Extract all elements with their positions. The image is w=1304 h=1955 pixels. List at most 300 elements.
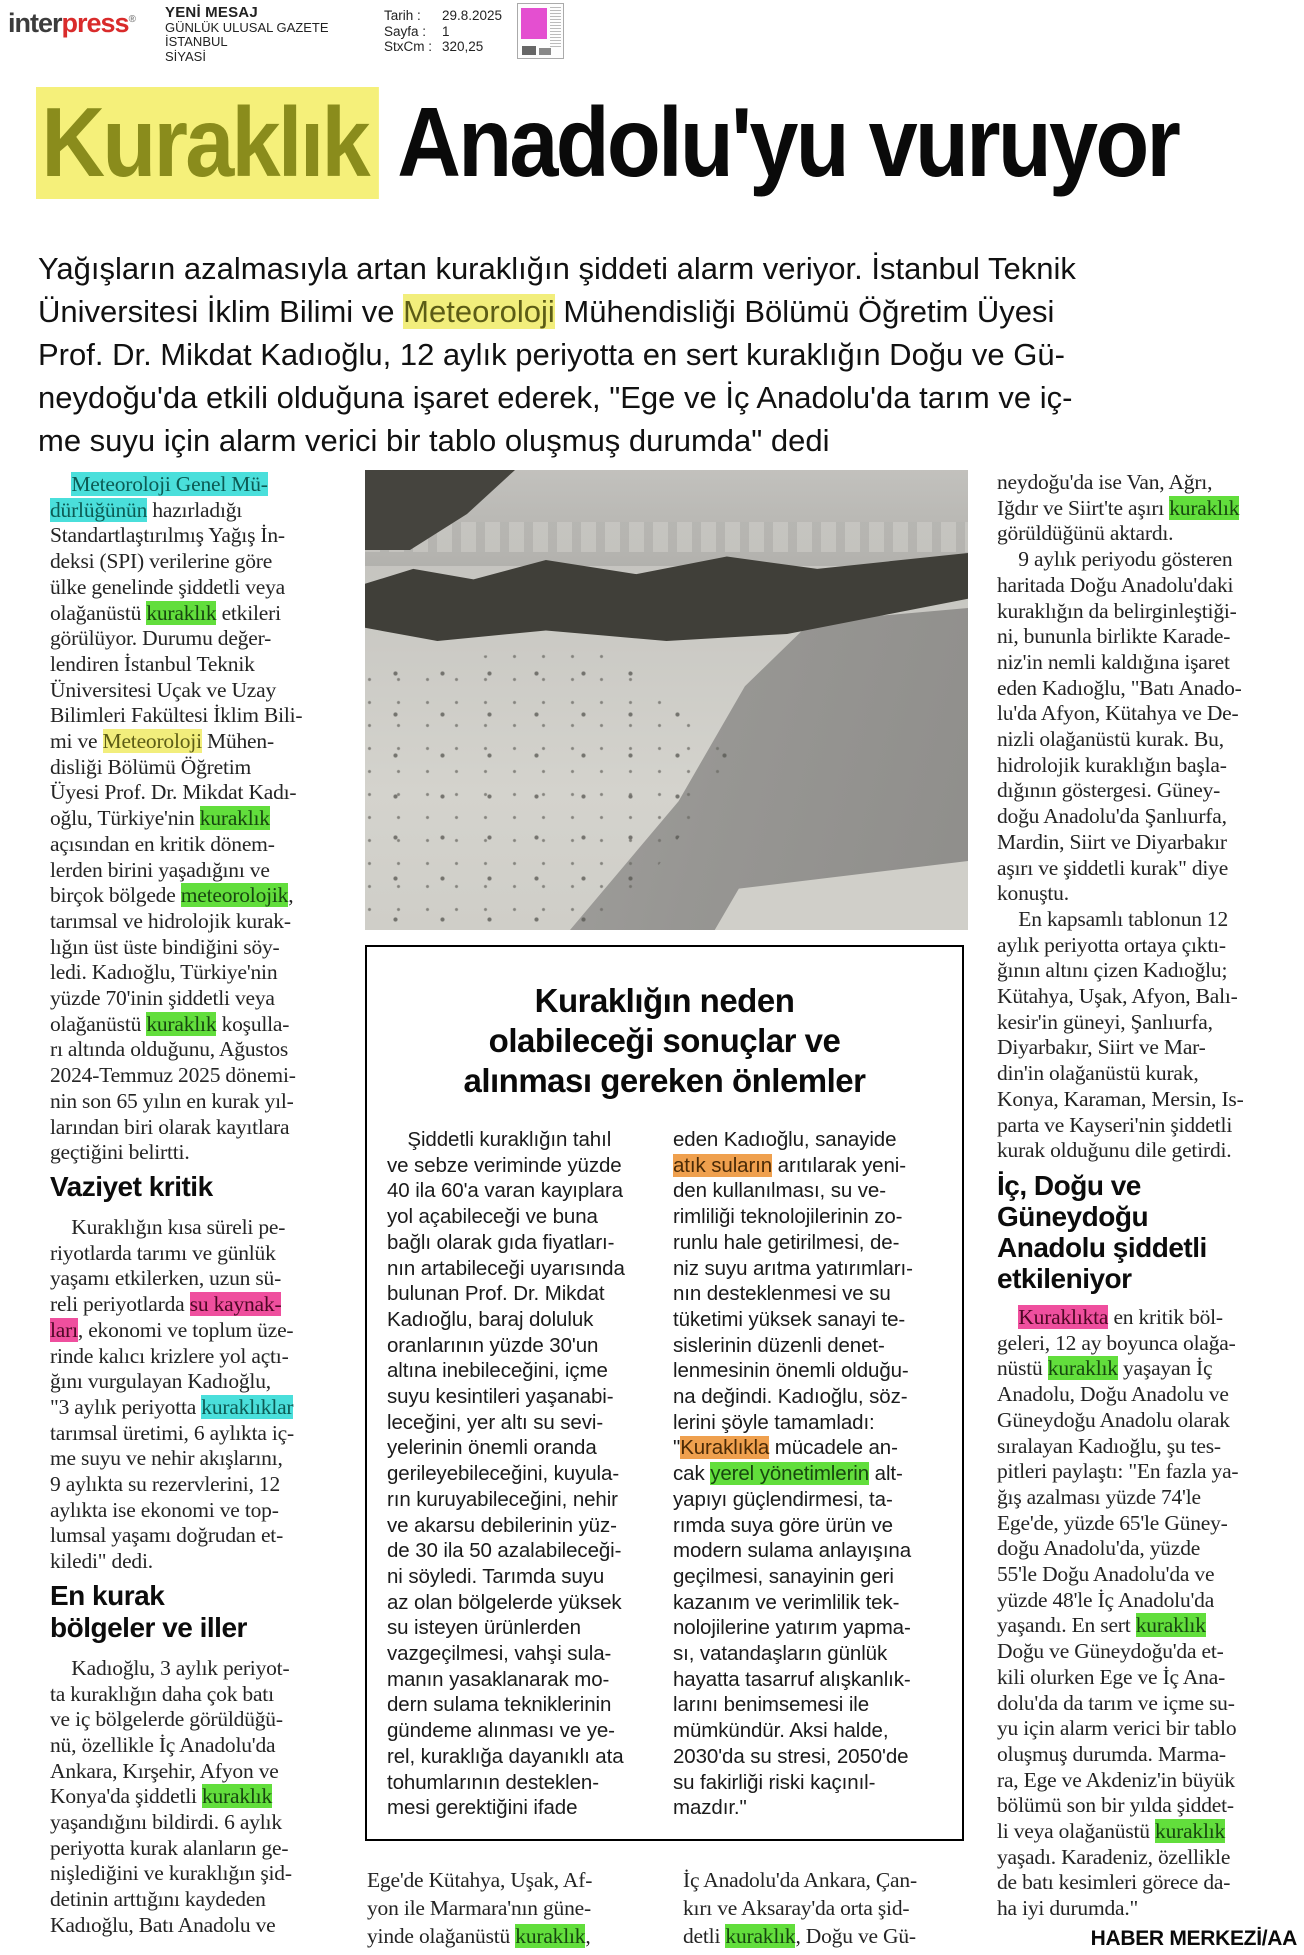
text-line <box>673 1410 940 1436</box>
text-segment: ra, Ege ve Akdeniz'in büyük <box>997 1767 1235 1792</box>
text-line <box>50 986 342 1012</box>
text-segment: periyotta kurak alanların ge- <box>50 1835 289 1860</box>
text-line <box>50 601 342 627</box>
text-line <box>50 1215 342 1241</box>
text-line <box>387 1641 654 1667</box>
text-line <box>50 575 342 601</box>
text-line <box>997 1061 1297 1087</box>
text-line <box>673 1178 940 1204</box>
text-line <box>50 960 342 986</box>
text-segment: etkileniyor <box>997 1262 1132 1294</box>
text-line <box>673 1256 940 1282</box>
text-segment: Kadıoğlu, 3 aylık periyot- <box>50 1655 290 1680</box>
text-segment: rın kuruyabileceğini, nehir <box>387 1487 618 1511</box>
text-segment: ni söyledi. Tarımda suyu <box>387 1564 605 1588</box>
text-line <box>997 907 1297 933</box>
text-segment: rel, kuraklığa dayanıklı ata <box>387 1744 624 1768</box>
text-segment: 55'le Doğu Anadolu'da ve <box>997 1562 1215 1587</box>
text-line <box>997 1010 1297 1036</box>
text-line <box>50 1523 342 1549</box>
text-segment: leceğini, yer altı su sevi- <box>387 1410 604 1434</box>
text-line <box>997 1511 1297 1537</box>
highlighted-text: kuraklık <box>1047 1356 1118 1381</box>
highlighted-text: kuraklık <box>146 1011 217 1036</box>
text-segment: oluşmuş durumda. Marma- <box>997 1741 1226 1766</box>
text-line <box>387 1564 654 1590</box>
highlighted-text: kuraklık <box>199 806 270 831</box>
text-line <box>997 1562 1297 1588</box>
thumbnail-text-lines <box>550 7 561 47</box>
text-line <box>683 1894 973 1922</box>
thumbnail-photo-block <box>539 48 551 55</box>
text-line <box>50 498 342 524</box>
text-segment: İç, Doğu ve <box>997 1169 1141 1201</box>
text-segment: de batı kesimleri görece da- <box>997 1870 1231 1895</box>
text-segment: yaşandığını bildirdi. 6 aylık <box>50 1810 282 1835</box>
highlighted-text: ları <box>50 1317 78 1342</box>
text-line <box>367 981 962 1021</box>
text-segment: Vaziyet kritik <box>50 1170 213 1202</box>
text-line <box>38 419 1278 462</box>
paragraph <box>50 472 342 1166</box>
text-segment: 40 ila 60'a varan kayıplara <box>387 1179 623 1203</box>
text-segment: lenmesinin önemli olduğu- <box>673 1359 909 1383</box>
text-segment: nın desteklenmesi ve su <box>673 1282 891 1306</box>
text-segment: rı altında olduğunu, Ağustos <box>50 1037 289 1062</box>
text-segment: niz'in nemli kaldığına işaret <box>997 649 1230 674</box>
text-segment: rinde kalıcı krizlere yol açtı- <box>50 1343 289 1368</box>
text-line <box>997 1665 1297 1691</box>
text-line <box>673 1281 940 1307</box>
text-line <box>997 624 1297 650</box>
text-line <box>50 1266 342 1292</box>
text-segment: neydoğu'da etkili olduğuna işaret ederek, "Ege ve İç Anadolu'da tarım ve iç- <box>38 380 1073 415</box>
text-segment: mi ve <box>50 729 103 754</box>
thumbnail-highlight-block <box>521 8 547 39</box>
text-line <box>997 1434 1297 1460</box>
stxcm-label: StxCm : <box>384 39 433 54</box>
text-line <box>997 958 1297 984</box>
text-segment: Ankara, Kırşehir, Afyon ve <box>50 1758 279 1783</box>
page-value: 1 <box>442 23 450 39</box>
text-line <box>997 547 1297 573</box>
text-line <box>50 1063 342 1089</box>
text-line <box>673 1795 940 1821</box>
text-segment: tohumlarının desteklen- <box>387 1770 599 1794</box>
text-line <box>50 1012 342 1038</box>
highlighted-text: Meteoroloji <box>102 729 202 754</box>
text-line <box>673 1435 940 1461</box>
text-line <box>387 1718 654 1744</box>
text-line <box>997 1232 1297 1263</box>
publication-name: YENİ MESAJ <box>165 4 258 21</box>
text-segment: ğının altını çizen Kadıoğlu; <box>997 958 1228 983</box>
bottom-strip-column-1 <box>367 1866 657 1950</box>
bottom-strip-column-2 <box>683 1866 973 1950</box>
text-segment: su fakirliği riski kaçınıl- <box>673 1770 876 1794</box>
text-line <box>387 1487 654 1513</box>
text-line <box>997 1639 1297 1665</box>
text-segment: En kurak <box>50 1579 165 1611</box>
text-segment: yu için alarm verici bir tablo <box>997 1716 1237 1741</box>
subhead-vaziyet-kritik <box>50 1171 342 1203</box>
text-line <box>997 1408 1297 1434</box>
highlighted-text: Kuraklık <box>36 87 379 199</box>
text-line <box>673 1538 940 1564</box>
text-segment: hayatta tasarruf alışkanlık- <box>673 1667 911 1691</box>
text-line <box>50 1733 342 1759</box>
text-line <box>50 1241 342 1267</box>
text-segment: dığının göstergesi. Güney- <box>997 778 1221 803</box>
text-segment: dolu'da da tarım ve içme su- <box>997 1690 1235 1715</box>
text-segment: larından biri olarak kayıtlara <box>50 1114 290 1139</box>
text-segment: kesir'in güneyi, Şanlıurfa, <box>997 1009 1213 1034</box>
text-line <box>50 755 342 781</box>
text-segment: kili olurken Ege ve İç Ana- <box>997 1664 1226 1689</box>
box-headline <box>367 981 962 1101</box>
paragraph <box>997 907 1297 1164</box>
box-column-2 <box>673 1127 940 1821</box>
text-segment: ni, bununla birlikte Karade- <box>997 624 1231 649</box>
highlighted-text: Meteoroloji <box>403 294 555 329</box>
text-line <box>673 1487 940 1513</box>
text-line <box>50 1810 342 1836</box>
highlighted-text: Meteoroloji Genel Mü- <box>71 472 268 496</box>
paragraph <box>997 547 1297 907</box>
text-segment: nişlediğini ve kuraklığın şid- <box>50 1861 292 1886</box>
text-line <box>50 1498 342 1524</box>
text-segment <box>997 1305 1018 1329</box>
logo-inter: inter <box>8 8 62 38</box>
text-line <box>997 521 1297 547</box>
text-segment: Mühen- <box>201 729 274 754</box>
text-segment: görüldüğünü aktardı. <box>997 521 1174 546</box>
text-segment: Güneydoğu Anadolu olarak <box>997 1407 1230 1432</box>
text-line <box>50 1861 342 1887</box>
text-segment: lu'da Afyon, Kütahya ve De- <box>997 701 1239 726</box>
text-line <box>673 1770 940 1796</box>
text-segment: olağanüstü <box>50 600 147 625</box>
text-line <box>50 1784 342 1810</box>
subhead-ic-dogu-guneydogu <box>997 1170 1297 1294</box>
text-line <box>387 1795 654 1821</box>
text-segment: ve akarsu debilerinin yüz- <box>387 1513 617 1537</box>
publication-type: GÜNLÜK ULUSAL GAZETE <box>165 19 329 35</box>
text-segment: ğını vurgulayan Kadıoğlu, <box>50 1369 271 1394</box>
text-line <box>367 1021 962 1061</box>
text-line <box>997 1819 1297 1845</box>
text-segment: riyotlarda tarımı ve günlük <box>50 1240 276 1265</box>
text-segment: İç Anadolu'da Ankara, Çan- <box>683 1868 917 1892</box>
text-segment: nın artabileceği uyarısında <box>387 1256 625 1280</box>
text-segment: , ekonomi ve toplum üze- <box>77 1317 294 1342</box>
text-segment: rımda suya göre ürün ve <box>673 1513 893 1537</box>
text-segment: Mühendisliği Bölümü Öğretim Üyesi <box>554 294 1055 329</box>
text-segment: alt- <box>869 1462 903 1486</box>
text-line <box>387 1178 654 1204</box>
text-segment: konuştu. <box>997 881 1069 906</box>
text-segment: pitleri paylaştı: "En fazla ya- <box>997 1459 1239 1484</box>
text-segment: nüstü <box>997 1356 1048 1381</box>
text-line <box>50 1171 342 1203</box>
text-segment: Kuraklığın kısa süreli pe- <box>50 1214 286 1239</box>
text-line <box>997 599 1297 625</box>
text-segment: manın yasaklanarak mo- <box>387 1667 610 1691</box>
text-line <box>387 1538 654 1564</box>
text-segment: nü, özellikle İç Anadolu'da <box>50 1732 276 1757</box>
thumbnail-photo-block <box>522 46 536 55</box>
text-line <box>997 1793 1297 1819</box>
text-segment: lerini şöyle tamamladı: <box>673 1410 875 1434</box>
text-line <box>997 1870 1297 1896</box>
highlighted-text: atık suların <box>673 1153 773 1177</box>
text-line <box>673 1744 940 1770</box>
text-segment: mesi gerektiğini ifade <box>387 1796 578 1820</box>
text-segment: Prof. Dr. Mikdat Kadıoğlu, 12 aylık periyotta en sert kuraklığın Doğu ve Gü- <box>38 337 1065 372</box>
text-line <box>50 935 342 961</box>
paragraph <box>997 1305 1297 1922</box>
text-segment: altına inebileceğini, içme <box>387 1359 608 1383</box>
byline: HABER MERKEZİ/AA <box>1090 1926 1297 1950</box>
text-line <box>673 1641 940 1667</box>
meta-page-row <box>384 24 502 40</box>
text-line <box>50 1140 342 1166</box>
text-line <box>673 1204 940 1230</box>
text-segment: az olan bölgelerde yüksek <box>387 1590 622 1614</box>
text-line <box>997 1331 1297 1357</box>
text-segment: bölümü son bir yılda şiddet- <box>997 1793 1234 1818</box>
highlighted-text: kuraklık <box>515 1924 586 1948</box>
text-segment: parta ve Kayseri'nin şiddetli <box>997 1112 1233 1137</box>
text-line <box>997 804 1297 830</box>
text-line <box>387 1513 654 1539</box>
text-segment: Üniversitesi İklim Bilimi ve <box>38 294 404 329</box>
text-line <box>50 1759 342 1785</box>
text-line <box>997 1170 1297 1201</box>
text-segment: oğlu, Türkiye'nin <box>50 806 200 831</box>
text-line <box>50 1682 342 1708</box>
text-segment: koşulla- <box>216 1011 290 1036</box>
text-segment: Yağışların azalmasıyla artan kuraklığın şiddeti alarm veriyor. İstanbul Teknik <box>38 251 1076 286</box>
text-segment: yol açabileceği ve buna <box>387 1205 598 1229</box>
text-segment: geleri, 12 ay boyunca olağa- <box>997 1330 1236 1355</box>
text-line <box>997 1035 1297 1061</box>
text-line <box>387 1692 654 1718</box>
text-line <box>673 1333 940 1359</box>
text-segment: Kadıoğlu, Batı Anadolu ve <box>50 1912 276 1937</box>
text-line <box>673 1692 940 1718</box>
text-segment: den kullanılması, su ve- <box>673 1179 886 1203</box>
text-line <box>387 1667 654 1693</box>
text-line <box>50 1656 342 1682</box>
text-segment: dern sulama tekniklerinin <box>387 1693 612 1717</box>
text-segment: Güneydoğu <box>997 1200 1149 1232</box>
text-line <box>367 1922 657 1950</box>
text-segment: me suyu için alarm verici bir tablo oluşmuş durumda" dedi <box>38 423 830 458</box>
text-line <box>50 780 342 806</box>
text-segment: doğu Anadolu'da, yüzde <box>997 1536 1201 1561</box>
main-headline <box>36 87 1179 197</box>
text-segment: ve sebze veriminde yüzde <box>387 1153 622 1177</box>
text-line <box>673 1513 940 1539</box>
text-segment: lumsal yaşamı doğrudan et- <box>50 1523 284 1548</box>
text-segment: 9 aylık periyodu gösteren <box>997 547 1233 572</box>
text-line <box>50 1369 342 1395</box>
text-segment: Konya'da şiddetli <box>50 1784 202 1809</box>
text-segment: yaşamı etkilerken, uzun sü- <box>50 1266 282 1291</box>
text-line <box>50 1913 342 1939</box>
text-line <box>387 1358 654 1384</box>
highlighted-text: Kuraklıkta <box>1018 1304 1109 1329</box>
text-segment: nizli olağanüstü kurak. Bu, <box>997 727 1224 752</box>
text-line <box>387 1384 654 1410</box>
text-segment: nolojilerine yatırım yapma- <box>673 1616 911 1640</box>
text-segment: ledi. Kadıoğlu, Türkiye'nin <box>50 960 278 985</box>
text-line <box>50 1446 342 1472</box>
text-segment: na değindi. Kadıoğlu, söz- <box>673 1385 908 1409</box>
boxed-substory <box>365 945 964 1841</box>
text-segment: yaşandı. En sert <box>997 1613 1136 1638</box>
text-segment: reli periyotlarda <box>50 1292 190 1317</box>
text-line <box>50 1037 342 1063</box>
text-segment: "3 aylık periyotta <box>50 1394 202 1419</box>
text-segment: Ege'de Kütahya, Uşak, Af- <box>367 1868 593 1892</box>
text-segment: haritada Doğu Anadolu'daki <box>997 572 1234 597</box>
text-segment: deksi (SPI) verilerine göre <box>50 549 273 574</box>
text-segment: , <box>585 1924 591 1948</box>
text-line <box>50 1472 342 1498</box>
text-segment: kuraklığın da belirginleştiği- <box>997 598 1237 623</box>
text-line <box>387 1744 654 1770</box>
text-segment: aylık periyotta ortaya çıktı- <box>997 932 1226 957</box>
text-line <box>997 1263 1297 1294</box>
text-line <box>387 1333 654 1359</box>
text-segment: 2030'da su stresi, 2050'de <box>673 1744 909 1768</box>
text-line <box>997 933 1297 959</box>
text-line <box>50 703 342 729</box>
text-line <box>387 1127 654 1153</box>
text-segment: geçilmesi, sanayinin geri <box>673 1564 894 1588</box>
text-segment: Anadolu'yu vuruyor <box>378 87 1179 197</box>
text-segment: Iğdır ve Siirt'te aşırı <box>997 495 1170 520</box>
text-line <box>50 832 342 858</box>
text-line <box>997 1691 1297 1717</box>
text-segment: lendiren İstanbul Teknik <box>50 651 255 676</box>
text-line <box>997 778 1297 804</box>
text-segment: yaşayan İç <box>1117 1356 1213 1381</box>
text-segment: görülüyor. Durumu değer- <box>50 626 272 651</box>
text-line <box>997 1113 1297 1139</box>
text-segment: açısından en kritik dönem- <box>50 831 275 856</box>
highlighted-text: kuraklık <box>1169 495 1240 520</box>
text-line <box>997 496 1297 522</box>
text-segment: rimliliği teknolojilerinin zo- <box>673 1205 903 1229</box>
text-line <box>997 830 1297 856</box>
text-line <box>997 1382 1297 1408</box>
text-segment: Kütahya, Uşak, Afyon, Balı- <box>997 984 1238 1009</box>
text-segment: hidrolojik kuraklığın başla- <box>997 752 1227 777</box>
text-segment: Standartlaştırılmış Yağış İn- <box>50 523 285 548</box>
text-line <box>50 1115 342 1141</box>
text-segment: eden Kadıoğlu, "Batı Anado- <box>997 675 1242 700</box>
text-segment: arıtılarak yeni- <box>772 1153 906 1177</box>
highlighted-text: kuraklık <box>725 1924 796 1948</box>
text-segment: tarımsal ve hidrolojik kurak- <box>50 908 291 933</box>
highlighted-text: yerel yönetimlerin <box>710 1462 870 1486</box>
text-line <box>997 1459 1297 1485</box>
text-segment: yüzde 70'inin şiddetli veya <box>50 986 275 1011</box>
text-line <box>673 1718 940 1744</box>
text-line <box>367 1866 657 1894</box>
highlighted-text: dürlüğünün <box>50 497 148 522</box>
text-segment: bağlı olarak gıda fiyatları- <box>387 1230 615 1254</box>
registered-mark-icon: ® <box>128 14 135 25</box>
text-segment: aylıkta ise ekonomi ve top- <box>50 1497 279 1522</box>
text-segment: Kadıoğlu, baraj doluluk <box>387 1307 594 1331</box>
text-segment: bölgeler ve iller <box>50 1611 247 1643</box>
page-thumbnail-icon <box>517 3 564 59</box>
text-segment: , Doğu ve Gü- <box>795 1924 916 1948</box>
text-line <box>50 1089 342 1115</box>
text-line <box>387 1435 654 1461</box>
text-line <box>997 1536 1297 1562</box>
page-label: Sayfa : <box>384 23 427 39</box>
text-line <box>50 1707 342 1733</box>
text-line <box>997 984 1297 1010</box>
text-line <box>50 1318 342 1344</box>
text-segment: en kritik böl- <box>1108 1304 1223 1329</box>
text-line <box>997 1613 1297 1639</box>
text-segment: kiledi" dedi. <box>50 1549 153 1574</box>
text-line <box>997 676 1297 702</box>
text-line <box>673 1230 940 1256</box>
text-line <box>50 549 342 575</box>
subhead-en-kurak-bolgeler <box>50 1580 342 1644</box>
text-line <box>673 1667 940 1693</box>
publication-city: İSTANBUL <box>165 34 228 49</box>
text-segment: Anadolu, Doğu Anadolu ve <box>997 1382 1229 1407</box>
text-line <box>997 701 1297 727</box>
photo-distant-city-region <box>365 522 968 552</box>
text-line <box>997 470 1297 496</box>
text-line <box>673 1358 940 1384</box>
paragraph <box>50 1215 342 1575</box>
text-line <box>50 1836 342 1862</box>
text-segment: eden Kadıoğlu, sanayide <box>673 1128 897 1151</box>
date-label: Tarih : <box>384 8 421 23</box>
text-segment: tüketimi yüksek sanayi te- <box>673 1307 906 1331</box>
text-line <box>997 1305 1297 1331</box>
text-line <box>50 1612 342 1644</box>
text-segment: neydoğu'da ise Van, Ağrı, <box>997 470 1213 494</box>
text-line <box>50 909 342 935</box>
text-line <box>997 1742 1297 1768</box>
text-segment: oranlarının yüzde 30'un <box>387 1333 599 1357</box>
text-line <box>683 1922 973 1950</box>
text-segment: mücadele an- <box>769 1436 898 1460</box>
logo-press: press <box>61 8 129 38</box>
text-line <box>387 1461 654 1487</box>
text-line <box>50 523 342 549</box>
highlighted-text: kuraklık <box>1155 1819 1226 1844</box>
text-segment: olağanüstü <box>50 1011 147 1036</box>
text-line <box>387 1153 654 1179</box>
text-line <box>997 1896 1297 1922</box>
text-line <box>50 1421 342 1447</box>
text-line <box>387 1204 654 1230</box>
text-line <box>36 87 1179 197</box>
text-line <box>50 729 342 755</box>
